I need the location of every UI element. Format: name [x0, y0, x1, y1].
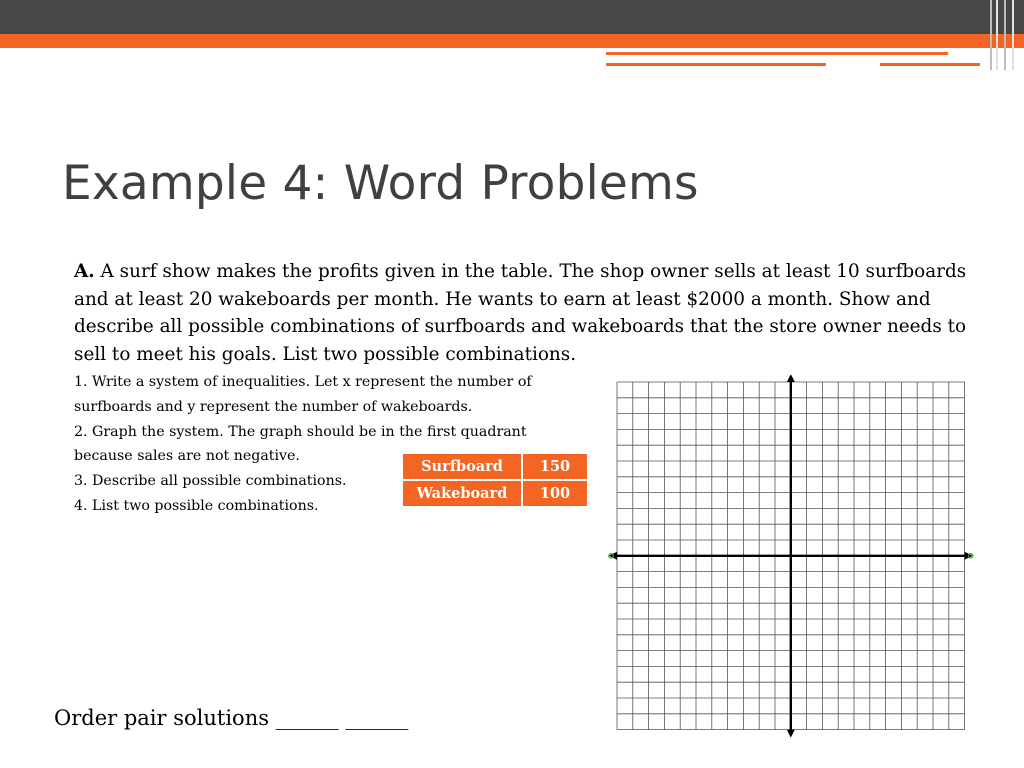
header-accent-line	[606, 63, 826, 66]
header-orange-bar	[0, 34, 1024, 48]
header-accent-line	[606, 52, 948, 55]
coordinate-grid	[606, 375, 980, 747]
step-line: 1. Write a system of inequalities. Let x represent the number of	[74, 374, 532, 390]
problem-label: A.	[74, 261, 95, 282]
table-cell-profit: 100	[522, 480, 588, 507]
header-vertical-line	[1004, 0, 1006, 70]
header-accent-line	[880, 63, 980, 66]
table-row	[402, 480, 588, 507]
header-vertical-line	[996, 0, 998, 70]
problem-text: A surf show makes the profits given in the table. The shop owner sells at least 10 surfboards and at least 20 wakeboards per month. He wants to earn at least $2000 a month. Show and describe all possible combinations of surfboards and wakeboards that the store owner needs to sell to meet his goals. List two possible combinations.	[74, 261, 967, 365]
header-vertical-line	[1012, 0, 1014, 70]
table-cell-item: Surfboard	[402, 453, 522, 480]
y-axis-arrow-down	[787, 730, 795, 738]
table-cell-profit: 150	[522, 453, 588, 480]
step-line: 3. Describe all possible combinations.	[74, 473, 347, 490]
y-axis-arrow-up	[787, 375, 795, 382]
order-pair-prompt: Order pair solutions ______ ______	[54, 706, 409, 730]
profit-table	[401, 452, 589, 508]
problem-statement	[74, 258, 974, 368]
header-vertical-line	[990, 0, 992, 70]
table-cell-item: Wakeboard	[402, 480, 522, 507]
step-line: surfboards and y represent the number of wakeboards.	[74, 398, 473, 415]
header-dark-bar	[0, 0, 1024, 34]
table-row	[402, 453, 588, 480]
step-line: 2. Graph the system. The graph should be in the first quadrant	[74, 423, 527, 440]
step-line: 4. List two possible combinations.	[74, 497, 319, 514]
slide-title: Example 4: Word Problems	[62, 156, 699, 211]
step-line: because sales are not negative.	[74, 448, 300, 465]
